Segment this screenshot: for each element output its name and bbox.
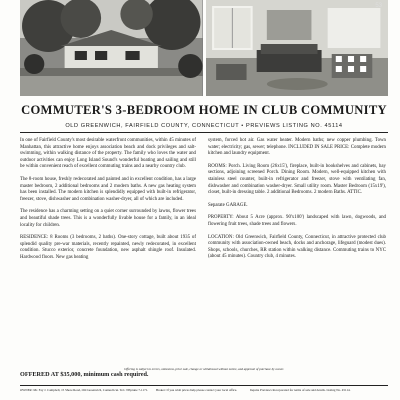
right-column (208, 138, 386, 267)
left-column (20, 138, 196, 268)
footer-inquiries: Inquire Previews Incorporated for terms of sale and details. Listing No. 45114. (250, 388, 351, 392)
listing-location-line: OLD GREENWICH, FAIRFIELD COUNTY, CONNECTICUT • PREVIEWS LISTING NO. 45114 (65, 123, 343, 129)
photo-strip (20, 0, 388, 96)
page-number: 53 (375, 3, 382, 9)
disclaimer: Offering is subject to errors, omissions, prior sale, change or withdrawal without notice, and approval of purchase by owner. (124, 367, 284, 371)
intro-paragraph: In one of Fairfield County's most desirable waterfront communities, within 45 minutes of Manhattan, this attractive home enjoys association beach and dock privileges and salt-swimming, within walking distance of the property. The family who loves the water and outdoor activities can enjoy Long Island Sound's wonderful boating and sailing and still be within convenient reach of excellent commuting trains and a nearby country club. (20, 138, 196, 170)
rooms-paragraph: ROOMS: Porch. Living Room (26x15'), fireplace, built-in bookshelves and cabinets, bay sections, adjoining screened Porch. Dining Room. Modern, well-equipped kitchen with stainless steel counter, built-in refrigerator and freezer, stove with ventilating fan, dishwasher and combination washer-dryer. Small utility room. Master Bedroom (15x19'), closet, built-in dressing table. 2 additional Bedrooms. 2 modern Baths. ATTIC. (208, 163, 386, 196)
divider (20, 132, 388, 133)
footer-owner: OWNER: Mr. Fay J. Campbell, 15 Shore Road, Old Greenwich, Connecticut. Tel.: NEptune 7-1171. (20, 388, 149, 392)
setting-paragraph: The residence has a charming setting on a quiet corner surrounded by lawns, flower trees and beautiful shade trees. This is a wonderfully livable house for a family, in an ideal locality for children. (20, 209, 196, 228)
footer-note: Broker: If you wish prices help please contact your local office. (156, 388, 238, 392)
living-room-photo (206, 0, 389, 96)
house-exterior-photo (20, 0, 203, 96)
location-paragraph: LOCATION: Old Greenwich, Fairfield County, Connecticut, in attractive protected club community with association-owned beach, docks and anchorage, lifeguard (modest dues). Shops, schools, churches, RR station within walking distance. Commuting trains to NYC (about 45 minutes). Country club, 4 minutes. (208, 234, 386, 260)
garage-paragraph: Separate GARAGE. (208, 202, 248, 208)
footer (20, 385, 388, 399)
residence-paragraph: RESIDENCE: 8 Rooms (3 bedrooms, 2 baths). One-story cottage, built about 1935 of splendid quality pre-war materials, recently repainted, newly redecorated, in excellent condition. Stucco exterior, concrete foundation, new asphalt shingle roof. Insulated. Hardwood floors. New gas heating (20, 235, 196, 260)
property-paragraph: PROPERTY: About 5 Acre (approx. 90'x100') landscaped with lawn, dogwoods, and flowering fruit trees, shade trees and flowers. (208, 215, 386, 227)
offered-price: OFFERED AT $35,000, minimum cash required. (20, 371, 149, 378)
systems-paragraph: system, forced hot air. Gas water heater. Modern baths; new copper plumbing. Town water; electricity; gas, sewer; telephone. INCLUDED IN SALE PRICE: Complete modern kitchen and laundry equipment. (208, 138, 386, 157)
house-paragraph: The 8-room house, freshly redecorated and painted and in excellent condition, has a large master bedroom, 2 additional bedrooms and 2 modern baths. A new gas heating system has been installed. The modern kitchen is splendidly equipped with built-in refrigerator, freezer, stove, dishwasher and combination washer-dryer, all of which are included. (20, 176, 196, 202)
listing-headline: COMMUTER'S 3-BEDROOM HOME IN CLUB COMMUNITY (21, 103, 387, 117)
